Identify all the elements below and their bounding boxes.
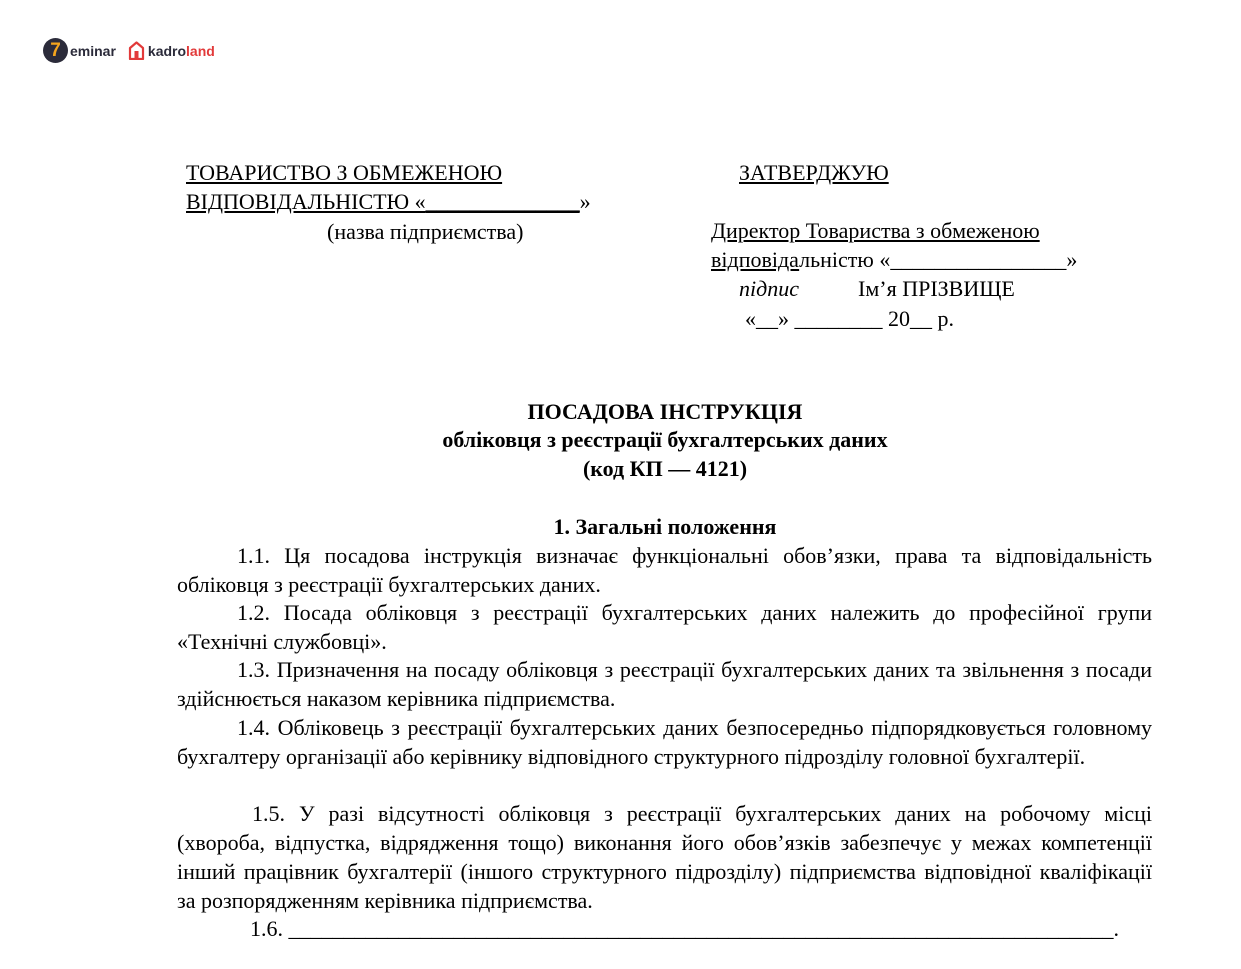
org-name-blank: ______________ <box>425 189 580 214</box>
seminar-logo <box>43 38 116 63</box>
signature-label: підпис <box>739 276 800 301</box>
kadroland-house-icon <box>128 41 145 60</box>
director-line2: відповідальністю «________________» <box>711 247 1078 272</box>
document-code: (код КП — 4121) <box>582 456 748 481</box>
org-name-caption: (назва підприємства) <box>327 219 524 244</box>
kadroland-logo <box>128 41 215 60</box>
seminar-logo-mark: 7 <box>43 38 68 63</box>
paragraph-1-3: 1.3. Призначення на посаду обліковця з реєстрації бухгалтерських даних та звільнення з посади здійснюється наказом керівника підприємства. <box>177 657 1152 711</box>
approve-title: ЗАТВЕРДЖУЮ <box>739 160 889 185</box>
signature-name: Ім’я ПРІЗВИЩЕ <box>858 276 1015 301</box>
kadroland-logo-text: kadroland <box>147 42 215 59</box>
seminar-logo-text: eminar <box>70 42 116 59</box>
org-name-line2: ВІДПОВІДАЛЬНІСТЮ «______________» <box>186 189 591 214</box>
paragraph-1-6: 1.6. ___________________________________________________________________________. <box>250 916 1119 941</box>
section-heading: 1. Загальні положення <box>553 514 777 539</box>
paragraph-1-1: 1.1. Ця посадова інструкція визначає функціональні обов’язки, права та відповідальність обліковця з реєстрації бухгалтерських даних. <box>177 543 1152 597</box>
paragraph-1-2: 1.2. Посада обліковця з реєстрації бухгалтерських даних належить до професійної групи «Технічні службовці». <box>177 600 1152 654</box>
approval-date: «__» ________ 20__ р. <box>745 306 954 331</box>
paragraph-1-5: 1.5. У разі відсутності обліковця з реєстрації бухгалтерських даних на робочому місці (хвороба, відпустка, відрядження тощо) виконання його обов’язків забезпечує у межах компетенції інший працівник бухгалтерії (іншого структурного підрозділу) підприємства відповідної кваліфікації за розпорядженням керівника підприємства. <box>177 801 1152 913</box>
org-name-line1: ТОВАРИСТВО З ОБМЕЖЕНОЮ <box>186 160 503 185</box>
director-line1: Директор Товариства з обмеженою <box>711 218 1040 243</box>
paragraph-1-4: 1.4. Обліковець з реєстрації бухгалтерських даних безпосередньо підпорядковується головному бухгалтеру організації або керівнику відповідного структурного підрозділу головної бухгалтерії. <box>177 715 1152 769</box>
logo-bar <box>43 38 215 63</box>
document-subtitle: обліковця з реєстрації бухгалтерських даних <box>442 427 888 452</box>
document-title: ПОСАДОВА ІНСТРУКЦІЯ <box>527 399 803 424</box>
